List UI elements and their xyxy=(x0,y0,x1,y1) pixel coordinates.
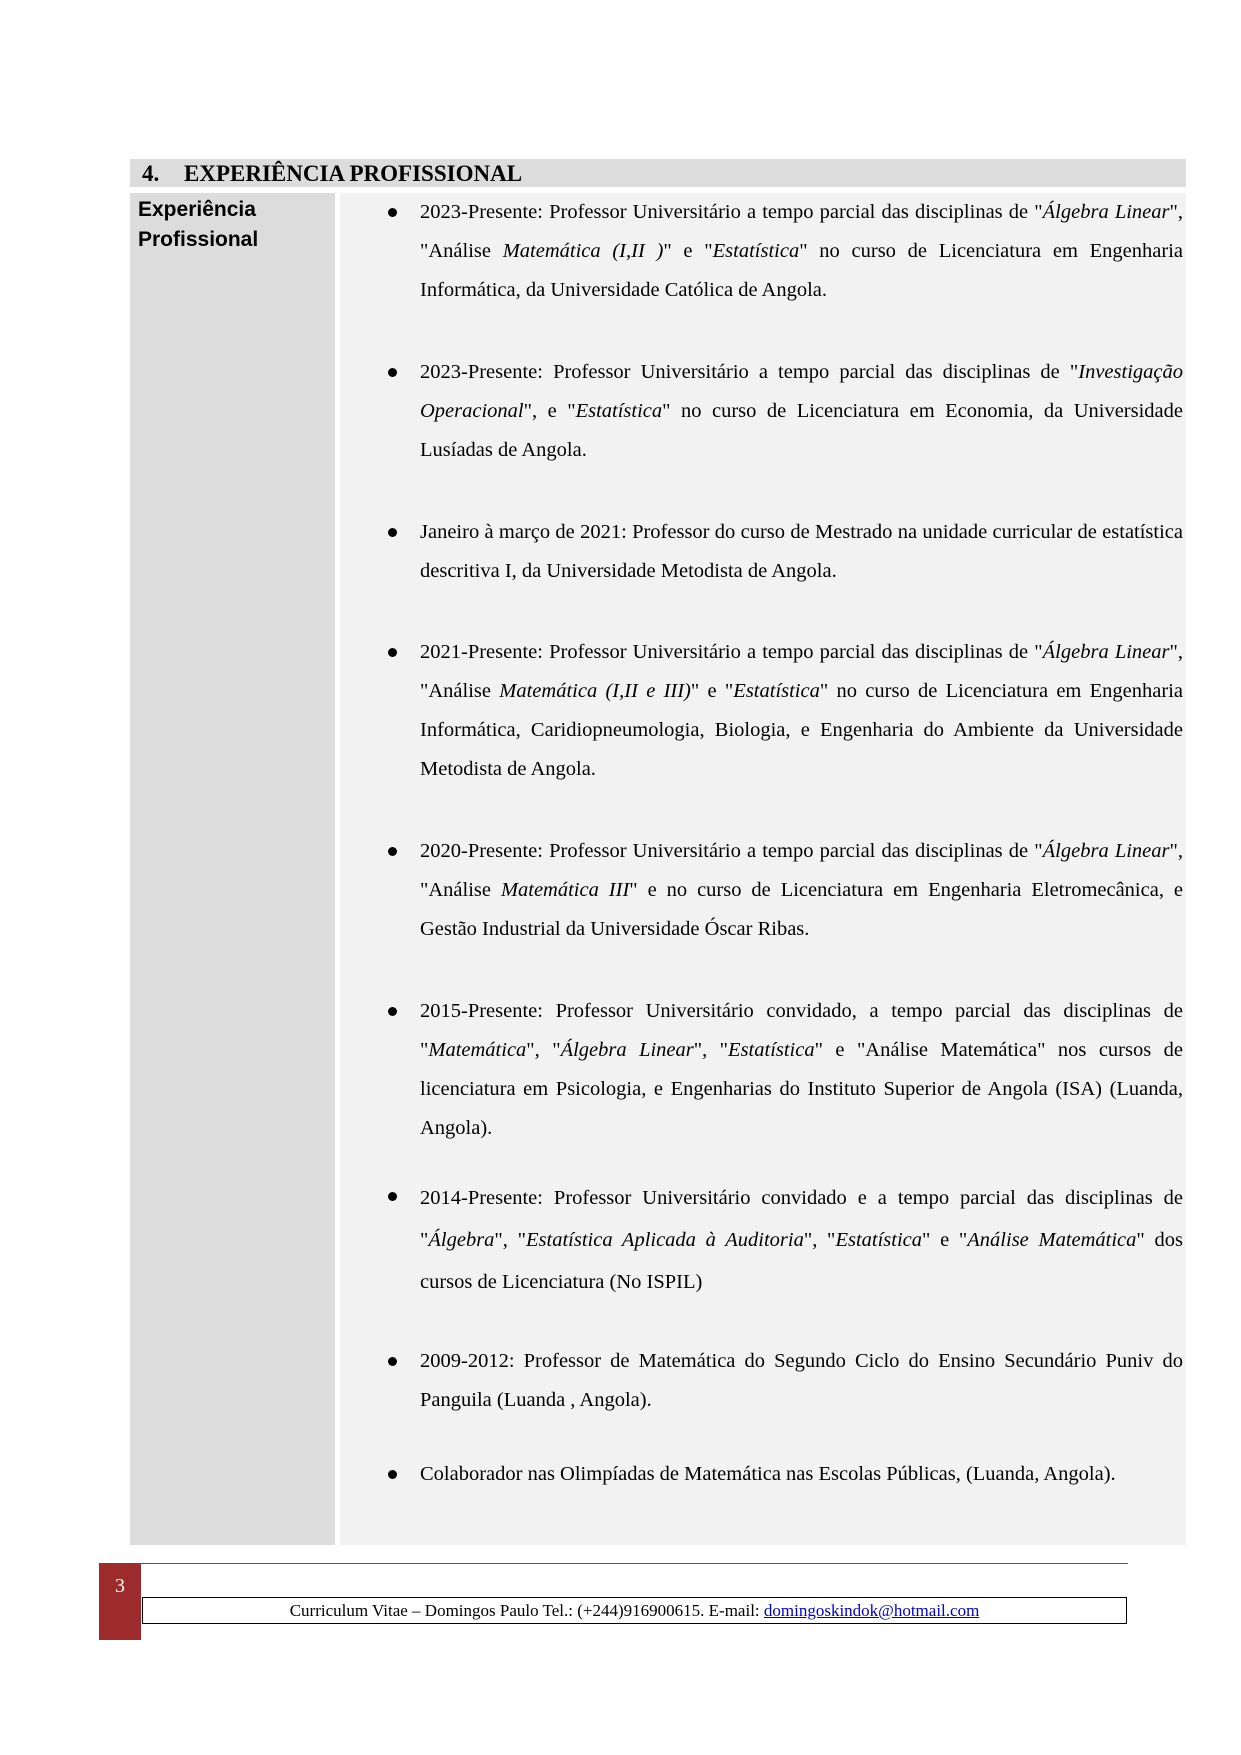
experience-item: 2015-Presente: Professor Universitário convidado, a tempo parcial das disciplinas de "Matemática", "Álgebra Linear", "Estatística" e "Análise Matemática" nos cursos de licenciatura em Psicologia, e Engenharias do Instituto Superior de Angola (ISA) (Luanda, Angola). xyxy=(420,1000,1183,1139)
email-link[interactable]: domingoskindok@hotmail.com xyxy=(763,1601,980,1620)
bullet-icon xyxy=(388,368,397,377)
section-number: 4. xyxy=(142,161,160,186)
experience-list xyxy=(340,193,1186,1545)
section-header xyxy=(130,159,1186,187)
bullet-icon xyxy=(388,1192,397,1201)
bullet-icon xyxy=(388,1357,397,1366)
experience-item: 2014-Presente: Professor Universitário convidado e a tempo parcial das disciplinas de "Álgebra", "Estatística Aplicada à Auditoria", "Estatística" e "Análise Matemática" dos cursos de Licenciatura (No ISPIL) xyxy=(420,1187,1183,1293)
experience-item: 2009-2012: Professor de Matemática do Segundo Ciclo do Ensino Secundário Puniv do Panguila (Luanda , Angola). xyxy=(420,1350,1183,1411)
experience-item: 2023-Presente: Professor Universitário a tempo parcial das disciplinas de "Álgebra Linear", "Análise Matemática (I,II )" e "Estatística" no curso de Licenciatura em Engenharia Informática, da Universidade Católica de Angola. xyxy=(420,201,1184,301)
left-column xyxy=(130,193,335,1545)
section-title: EXPERIÊNCIA PROFISSIONAL xyxy=(184,161,523,186)
bullet-icon xyxy=(388,648,397,657)
footer-divider xyxy=(140,1563,1128,1564)
experience-item: 2021-Presente: Professor Universitário a tempo parcial das disciplinas de "Álgebra Linear", "Análise Matemática (I,II e III)" e "Estatística" no curso de Licenciatura em Engenharia Informática, Caridiopneumologia, Biologia, e Engenharia do Ambiente da Universidade Metodista de Angola. xyxy=(420,641,1184,780)
bullet-icon xyxy=(388,1470,397,1479)
left-label xyxy=(130,193,335,255)
bullet-icon xyxy=(388,208,397,217)
footer-text: Curriculum Vitae – Domingos Paulo Tel.: (+244)916900615. E-mail: xyxy=(289,1601,764,1620)
experience-item: 2020-Presente: Professor Universitário a tempo parcial das disciplinas de "Álgebra Linear", "Análise Matemática III" e no curso de Licenciatura em Engenharia Eletromecânica, e Gestão Industrial da Universidade Óscar Ribas. xyxy=(420,840,1184,940)
footer xyxy=(142,1597,1127,1624)
page-number: 3 xyxy=(99,1563,141,1640)
left-label-line1: Experiência xyxy=(138,198,256,221)
bullet-icon xyxy=(388,528,397,537)
bullet-icon xyxy=(388,1007,397,1016)
left-label-line2: Profissional xyxy=(138,228,259,251)
experience-item: Janeiro à março de 2021: Professor do curso de Mestrado na unidade curricular de estatística descritiva I, da Universidade Metodista de Angola. xyxy=(420,521,1183,582)
experience-item: Colaborador nas Olimpíadas de Matemática nas Escolas Públicas, (Luanda, Angola). xyxy=(420,1463,1116,1485)
experience-item: 2023-Presente: Professor Universitário a tempo parcial das disciplinas de "Investigação Operacional", e "Estatística" no curso de Licenciatura em Economia, da Universidade Lusíadas de Angola. xyxy=(420,361,1183,461)
bullet-icon xyxy=(388,847,397,856)
